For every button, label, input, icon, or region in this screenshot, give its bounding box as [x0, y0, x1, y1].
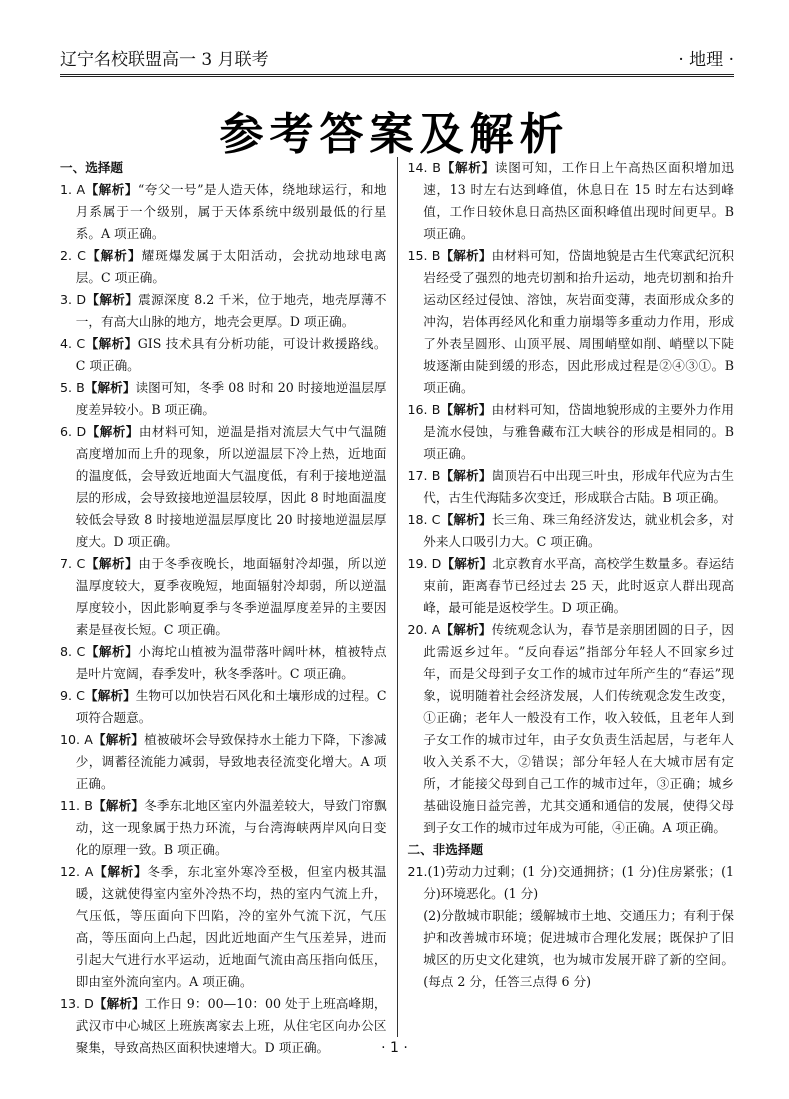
analysis-tag: 【解析】	[86, 424, 139, 439]
analysis-tag: 【解析】	[441, 556, 493, 571]
answer-part-1: (1)劳动力过剩；(1 分)交通拥挤；(1 分)住房紧张；(1 分)环境恶化。(1 分)	[423, 864, 734, 901]
answer-number: 8. C	[60, 644, 86, 659]
answer-columns	[60, 157, 735, 1055]
answer-text: “夸父一号”是人造天体，绕地球运行，和地月系属于一个级别，属于天体系统中级别最低的行星系。A 项正确。	[75, 182, 387, 241]
analysis-tag: 【解析】	[85, 182, 138, 197]
answer-text: 由材料可知，逆温是指对流层大气中气温随高度增加而上升的现象，所以逆温层下冷上热，近地面的温度低，会导致近地面大气温度低，有利于接地逆温层的形成，会导致接地逆温层较厚，因此 8 时地面温度较低会导致 8 时接地逆温层厚度比 20 时接地逆温层厚度大。D 项正确。	[75, 424, 387, 549]
answer-number: 17. B	[407, 468, 441, 483]
answer-item-21	[407, 861, 734, 905]
answer-text: 冬季东北地区室内外温差较大，导致门帘飘动，这一现象属于热力环流，与台湾海峡两岸风向日变化的原理一致。B 项正确。	[75, 798, 387, 857]
answer-number: 20. A	[407, 622, 441, 637]
page-title: 参考答案及解析	[219, 109, 570, 160]
header-subject: · 地理 ·	[678, 50, 734, 70]
answer-number: 19. D	[407, 556, 442, 571]
answer-number: 2. C	[60, 248, 86, 263]
answer-number: 10. A	[60, 732, 93, 747]
analysis-tag: 【解析】	[84, 380, 136, 395]
answer-text: 由材料可知，岱崮地貌是古生代寒武纪沉积岩经受了强烈的地壳切割和抬升运动，地壳切割和抬升运动区经过侵蚀、溶蚀，灰岩面变薄，表面形成众多的冲沟，岩体再经风化和重力崩塌等多重动力作用，形成了外表呈圆形、山顶平展、周围峭壁如削、峭壁以下陡坡逐渐由陡到缓的形态，因此形成过程是②④③①。B 项正确。	[423, 248, 735, 395]
answer-number: 6. D	[60, 424, 87, 439]
answer-item	[60, 729, 387, 795]
right-column	[397, 157, 734, 1037]
answer-item	[60, 333, 387, 377]
section-heading-nonchoice: 二、非选择题	[407, 842, 484, 857]
answer-text: 震源深度 8.2 千米，位于地壳，地壳厚薄不一，有高大山脉的地方，地壳会更厚。D 项正确。	[75, 292, 387, 329]
answer-number: 12. A	[60, 864, 94, 879]
answer-item	[60, 179, 387, 245]
answer-item	[60, 421, 387, 553]
answer-item	[407, 157, 734, 245]
analysis-tag: 【解析】	[92, 798, 145, 813]
analysis-tag: 【解析】	[85, 556, 139, 571]
answer-number: 4. C	[60, 336, 86, 351]
answer-number: 5. B	[60, 380, 85, 395]
answer-number: 3. D	[60, 292, 87, 307]
answer-number: 13. D	[60, 996, 94, 1011]
left-column	[60, 157, 397, 1055]
right-answer-list	[407, 157, 734, 839]
analysis-tag: 【解析】	[92, 732, 145, 747]
answer-item	[407, 399, 734, 465]
answer-item	[60, 553, 387, 641]
left-answer-list	[60, 179, 387, 1059]
answer-text: 植被破坏会导致保持水土能力下降，下渗减少，调蓄径流能力减弱，导致地表径流变化增大。A 项正确。	[75, 732, 387, 791]
answer-text: 传统观念认为，春节是亲朋团圆的日子，因此需返乡过年。“反向春运”指部分年轻人不回家乡过年，而是父母到子女工作的城市过年所产生的“春运”现象，说明随着社会经济发展，人们传统观念发生改变，①正确；老年人一般没有工作，收入较低，且老年人到子女工作的城市过年，由子女负责生活起居，与老年人收入关系不大，②错误；部分年轻人在大城市居有定所，才能接父母到自己工作的城市过年，③正确；城乡基础设施日益完善，尤其交通和通信的发展，使得父母到子女工作的城市过年成为可能，④正确。A 项正确。	[423, 622, 735, 835]
analysis-tag: 【解析】	[85, 248, 142, 263]
answer-number: 11. B	[60, 798, 93, 813]
analysis-tag: 【解析】	[440, 622, 492, 637]
answer-item	[60, 641, 387, 685]
analysis-tag: 【解析】	[84, 688, 136, 703]
answer-text: 耀斑爆发属于太阳活动，会扰动地球电离层。C 项正确。	[75, 248, 387, 285]
answer-text: 崮顶岩石中出现三叶虫，形成年代应为古生代，古生代海陆多次变迁，形成联合古陆。B 项正确。	[423, 468, 735, 505]
answer-text: 读图可知，冬季 08 时和 20 时接地逆温层厚度差异较小。B 项正确。	[75, 380, 387, 417]
answer-text: GIS 技术具有分析功能，可设计救援路线。C 项正确。	[75, 336, 387, 373]
analysis-tag: 【解析】	[440, 402, 492, 417]
analysis-tag: 【解析】	[440, 160, 495, 175]
answer-text: 由于冬季夜晚长，地面辐射冷却强，所以逆温厚度较大，夏季夜晚短，地面辐射冷却弱，所以逆温厚度较小，因此影响夏季与冬季逆温厚度差异的主要因素是昼夜长短。C 项正确。	[75, 556, 387, 637]
answer-item	[60, 245, 387, 289]
analysis-tag: 【解析】	[93, 996, 145, 1011]
answer-number: 18. C	[407, 512, 441, 527]
answer-text: 小海坨山植被为温带落叶阔叶林，植被特点是叶片宽阔，春季发叶，秋冬季落叶。C 项正确。	[75, 644, 387, 681]
analysis-tag: 【解析】	[85, 644, 139, 659]
answer-item	[60, 795, 387, 861]
analysis-tag: 【解析】	[440, 248, 492, 263]
answer-text: 工作日 9：00—10：00 处于上班高峰期，武汉市中心城区上班族离家去上班，从住宅区向办公区聚集，导致高热区面积快速增大。D 项正确。	[75, 996, 387, 1055]
answer-item-21-part-2: (2)分散城市职能；缓解城市土地、交通压力；有利于保护和改善城市环境；促进城市合理化发展；既保护了旧城区的历史文化建筑，也为城市发展开辟了新的空间。(每点 2 分，任答三点得 6 分)	[423, 908, 734, 989]
answer-item	[407, 465, 734, 509]
answer-number: 21.	[407, 864, 428, 879]
answer-text: 读图可知，工作日上午高热区面积增加迅速，13 时左右达到峰值，休息日在 15 时左右达到峰值，工作日较休息日高热区面积峰值出现时间更早。B 项正确。	[423, 160, 735, 241]
analysis-tag: 【解析】	[86, 292, 139, 307]
answer-item	[407, 509, 734, 553]
answer-number: 16. B	[407, 402, 441, 417]
answer-item	[60, 685, 387, 729]
answer-text: 由材料可知，岱崮地貌形成的主要外力作用是流水侵蚀，与雅鲁藏布江大峡谷的形成是相同的。B 项正确。	[423, 402, 735, 461]
answer-text: 北京教育水平高，高校学生数量多。春运结束前，距离春节已经过去 25 天，此时返京人群出现高峰，最可能是返校学生。D 项正确。	[423, 556, 735, 615]
answer-item	[60, 289, 387, 333]
answer-item	[407, 245, 734, 399]
answer-text: 长三角、珠三角经济发达，就业机会多，对外来人口吸引力大。C 项正确。	[423, 512, 735, 549]
analysis-tag: 【解析】	[440, 512, 492, 527]
answer-number: 9. C	[60, 688, 85, 703]
answer-text: 生物可以加快岩石风化和土壤形成的过程。C 项符合题意。	[75, 688, 387, 725]
answer-number: 1. A	[60, 182, 86, 197]
answer-item	[60, 377, 387, 421]
answer-number: 15. B	[407, 248, 441, 263]
section-heading-choice: 一、选择题	[60, 160, 123, 175]
answer-number: 14. B	[407, 160, 441, 175]
analysis-tag: 【解析】	[85, 336, 138, 351]
page-number: · 1 ·	[381, 1040, 408, 1056]
header-exam-name: 辽宁名校联盟高一 3 月联考	[60, 50, 269, 70]
answer-text: 冬季，东北室外寒冷至极，但室内极其温暖，这就使得室内室外冷热不均，热的室内气流上升，气压低，等压面向下凹陷，冷的室外气流下沉，气压高，等压面向上凸起，因此近地面产生气压差异，进而引起大气进行水平运动，近地面气流由高压指向低压，即由室外流向室内。A 项正确。	[75, 864, 387, 989]
answer-number: 7. C	[60, 556, 86, 571]
answer-item	[407, 553, 734, 619]
answer-item	[60, 861, 387, 993]
analysis-tag: 【解析】	[440, 468, 492, 483]
page-header	[60, 40, 734, 77]
answer-item	[407, 619, 734, 839]
analysis-tag: 【解析】	[93, 864, 148, 879]
